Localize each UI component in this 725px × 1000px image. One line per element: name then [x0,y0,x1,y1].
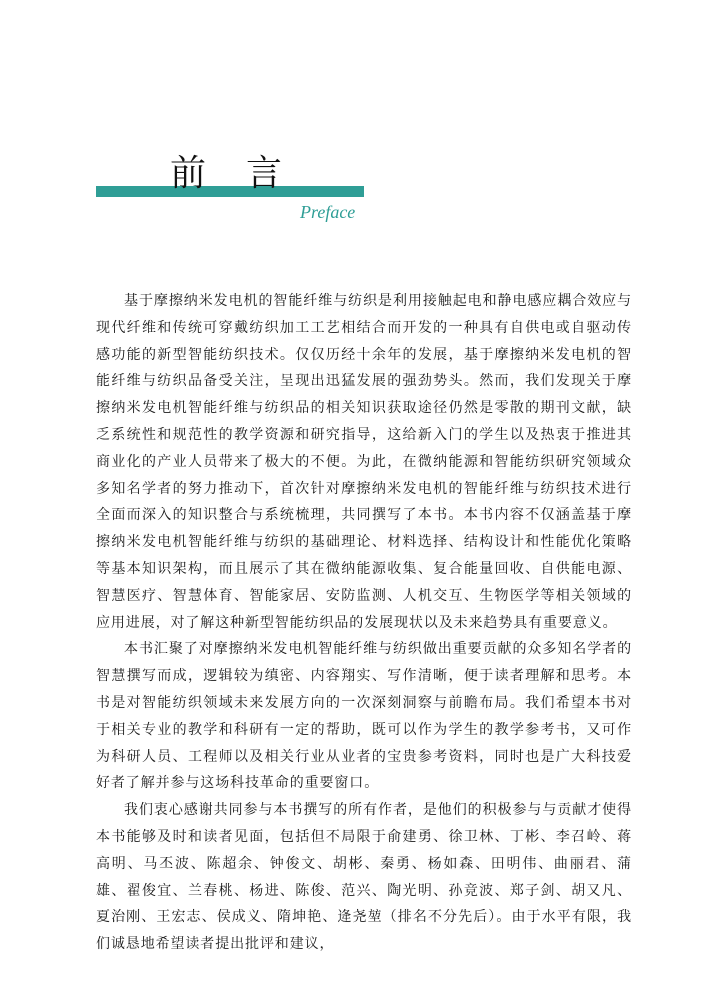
page-subtitle: Preface [300,202,356,222]
paragraph-1: 基于摩擦纳米发电机的智能纤维与纺织是利用接触起电和静电感应耦合效应与现代纤维和传统可穿戴纺织加工工艺相结合而开发的一种具有自供电或自驱动传感功能的新型智能纺织技术。仅仅历经十余年的发展，基于摩擦纳米发电机的智能纤维与纺织品备受关注，呈现出迅猛发展的强劲势头。然而，我们发现关于摩擦纳米发电机智能纤维与纺织品的相关知识获取途径仍然是零散的期刊文献，缺乏系统性和规范性的教学资源和研究指导，这给新入门的学生以及热衷于推进其商业化的产业人员带来了极大的不便。为此，在微纳能源和智能纺织研究领域众多知名学者的努力推动下，首次针对摩擦纳米发电机的智能纤维与纺织技术进行全面而深入的知识整合与系统梳理，共同撰写了本书。本书内容不仅涵盖基于摩擦纳米发电机智能纤维与纺织的基础理论、材料选择、结构设计和性能优化策略等基本知识架构，而且展示了其在微纳能源收集、复合能量回收、自供能电源、智慧医疗、智慧体育、智能家居、安防监测、人机交互、生物医学等相关领域的应用进展，对了解这种新型智能纺织品的发展现状以及未来趋势具有重要意义。 [96,293,632,631]
paragraph-3: 我们衷心感谢共同参与本书撰写的所有作者，是他们的积极参与与贡献才使得本书能够及时和读者见面，包括但不局限于俞建勇、徐卫林、丁彬、李召岭、蒋高明、马丕波、陈超余、钟俊文、胡彬、秦勇、杨如森、田明伟、曲丽君、蒲雄、翟俊宜、兰春桃、杨进、陈俊、范兴、陶光明、孙竞波、郑子剑、胡又凡、夏治刚、王宏志、侯成义、隋坤艳、逄尧堃（排名不分先后）。由于水平有限，我们诚恳地希望读者提出批评和建议， [96,802,632,953]
paragraph-2: 本书汇聚了对摩擦纳米发电机智能纤维与纺织做出重要贡献的众多知名学者的智慧撰写而成，逻辑较为缜密、内容翔实、写作清晰，便于读者理解和思考。本书是对智能纺织领域未来发展方向的一次深刻洞察与前瞻布局。我们希望本书对于相关专业的教学和科研有一定的帮助，既可以作为学生的教学参考书，又可作为科研人员、工程师以及相关行业从业者的宝贵参考资料，同时也是广大科技爱好者了解并参与这场科技革命的重要窗口。 [96,641,632,792]
preface-header [0,0,725,260]
body-text [96,288,632,958]
page-title: 前言 [170,153,323,194]
